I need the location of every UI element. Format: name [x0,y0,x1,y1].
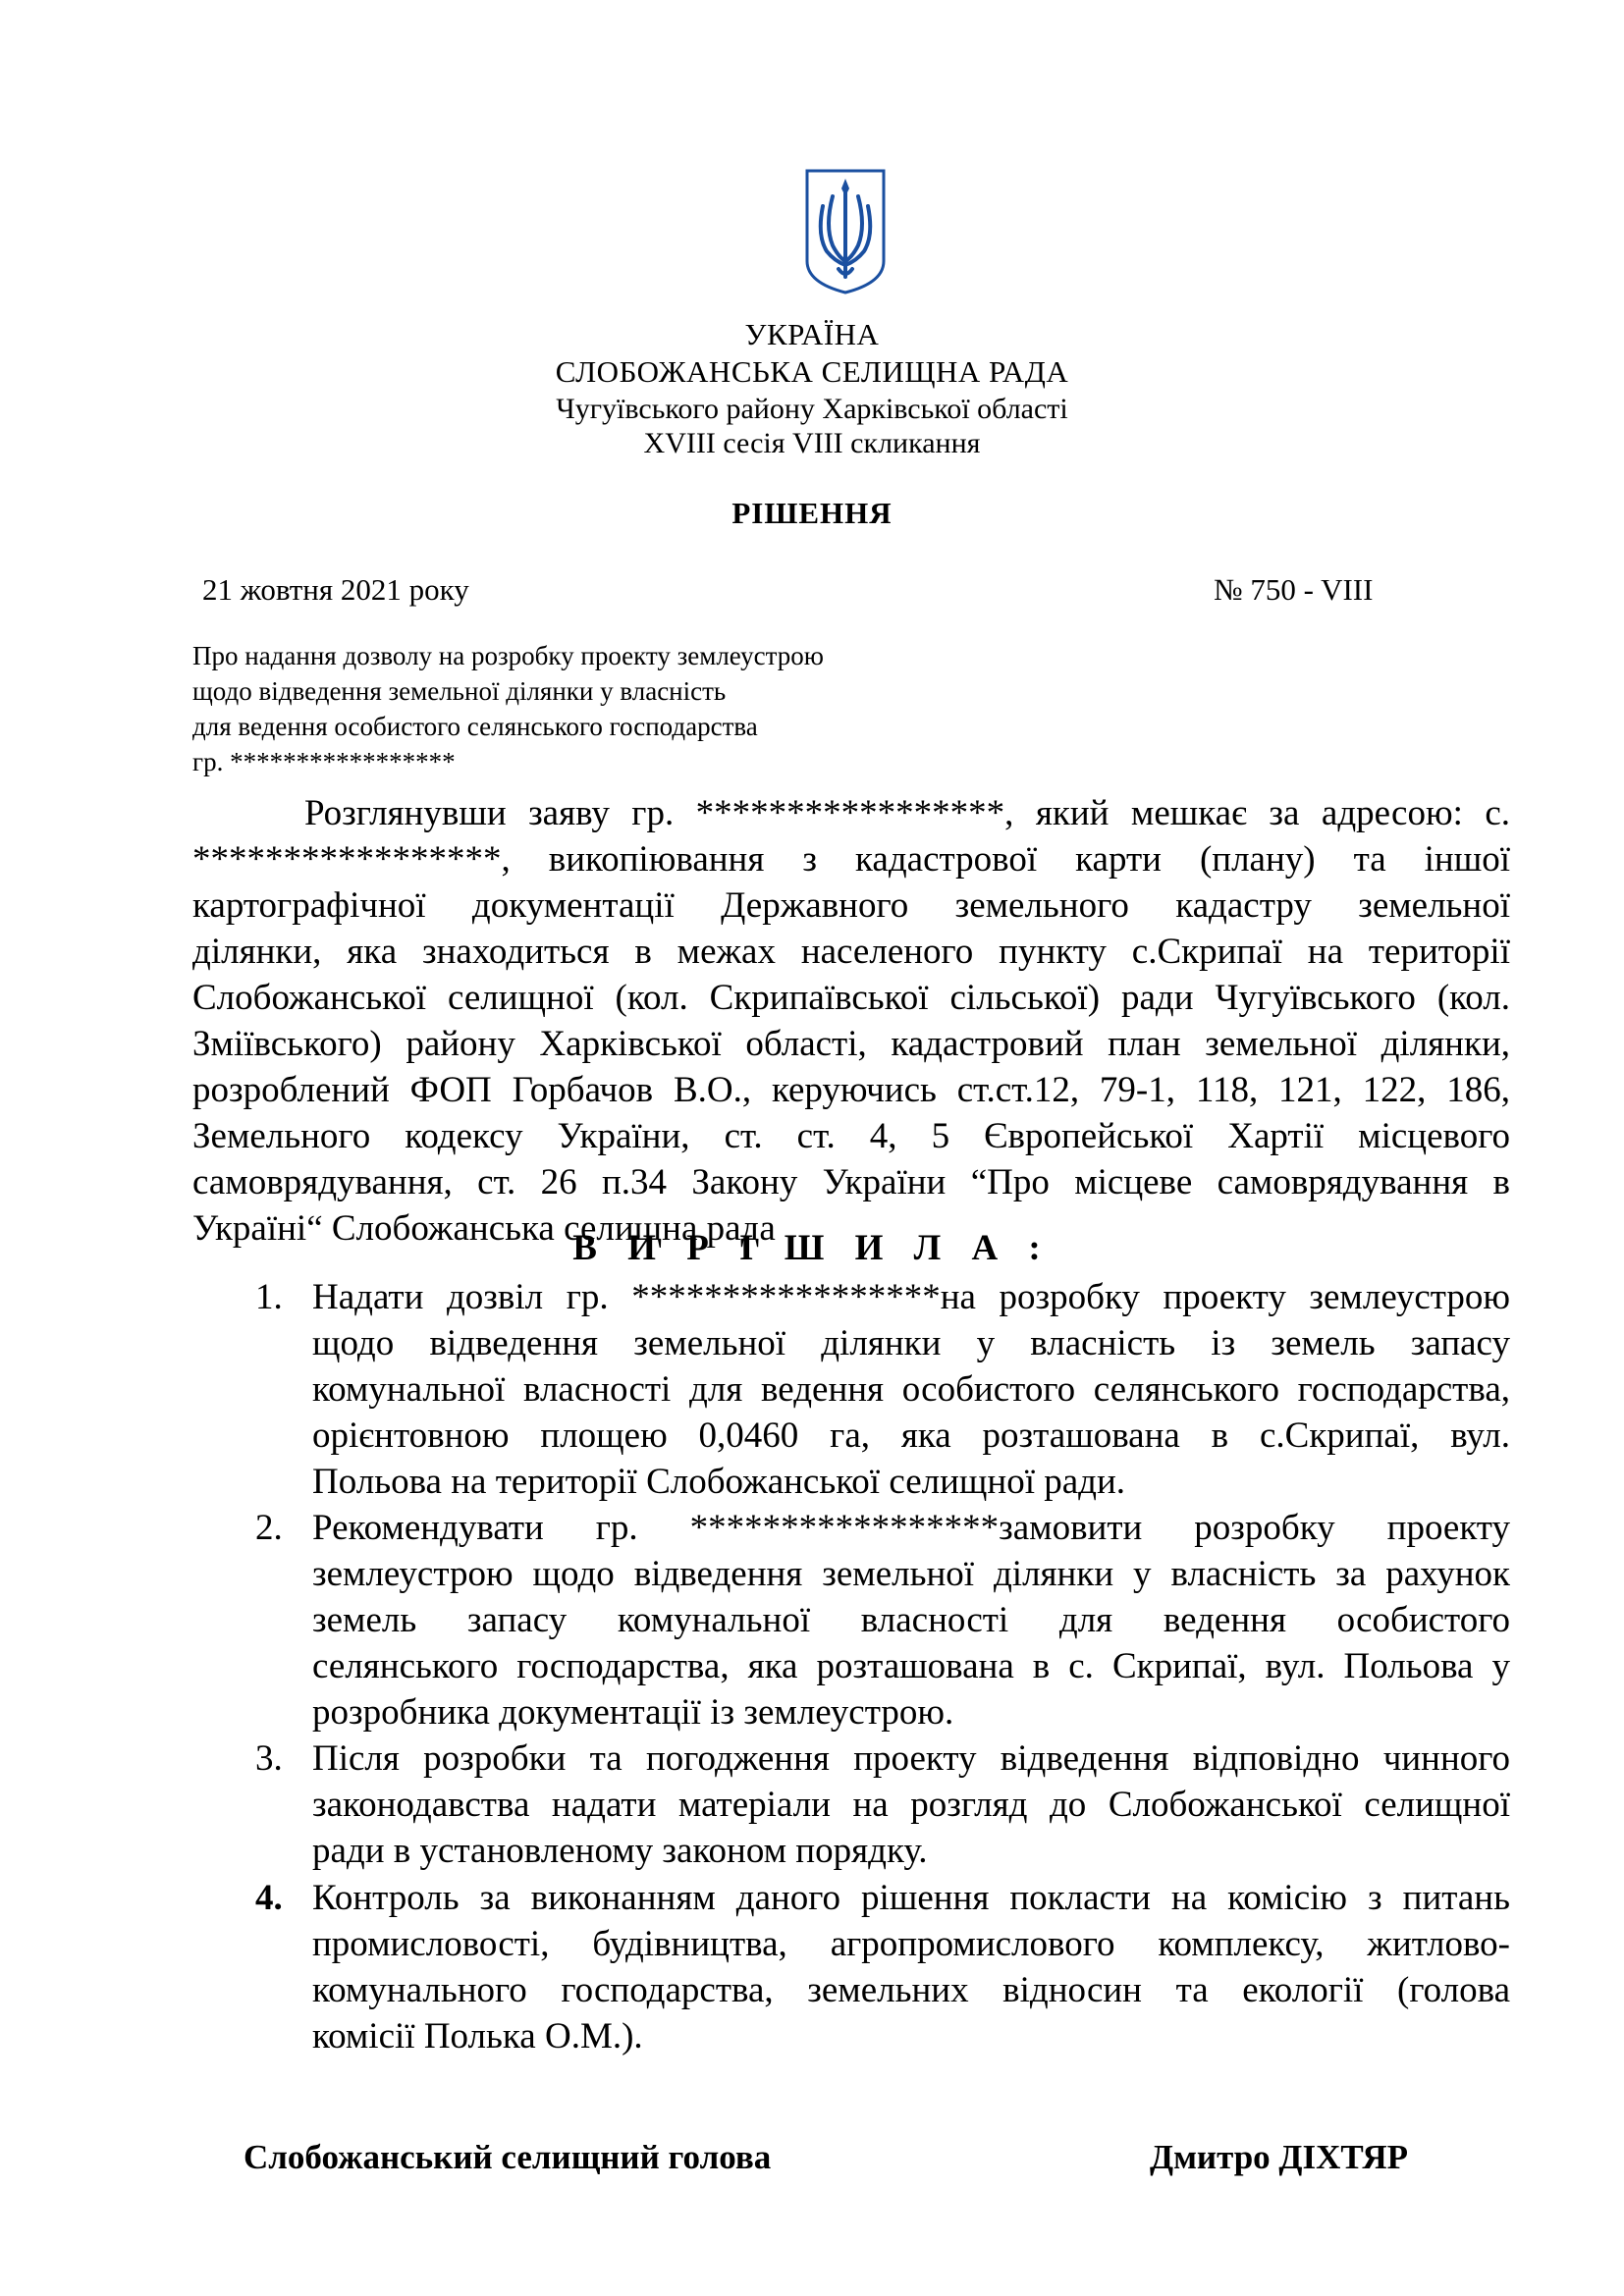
item-line: земель запасу комунальної власності для ведення особистого [312,1600,1510,1640]
item-number: 3. [255,1738,283,1779]
item-line: Після розробки та погодження проекту відведення відповідно чинного [312,1738,1510,1779]
header-district: Чугуївського району Харківської області [556,393,1068,425]
preamble-line: Розглянувши заяву гр. *****************, який мешкає за адресою: с. [304,793,1510,833]
preamble-line: Слобожанської селищної (кол. Скрипаївської сільської) ради Чугуївського (кол. [192,978,1510,1018]
header-session: XVIII сесія VIII скликання [643,427,981,459]
item-line: Надати дозвіл гр. *****************на розробку проекту землеустрою [312,1277,1510,1317]
signature-name: Дмитро ДІХТЯР [1150,2138,1409,2176]
item-line: ради в установленому законом порядку. [312,1831,928,1871]
item-line: Рекомендувати гр. *****************замовити розробку проекту [312,1508,1510,1548]
preamble-line: Зміївського) району Харківської області, кадастровий план земельної ділянки, [192,1024,1510,1064]
preamble-line: розроблений ФОП Горбачов В.О., керуючись ст.ст.12, 79-1, 118, 121, 122, 186, [192,1070,1510,1110]
item-line: комісії Полька О.М.). [312,2016,643,2056]
preamble-paragraph [192,790,1510,1252]
coat-of-arms-icon [803,167,888,294]
header-country: УКРАЇНА [744,317,880,351]
item-number: 1. [255,1277,283,1317]
item-line: комунальної власності для ведення особистого селянського господарства, [312,1369,1510,1410]
decision-date: 21 жовтня 2021 року [202,572,469,607]
item-line: щодо відведення земельної ділянки у власність із земель запасу [312,1323,1510,1363]
subject-line: для ведення особистого селянського господарства [192,712,758,741]
preamble-line: Земельного кодексу України, ст. ст. 4, 5 Європейської Хартії місцевого [192,1116,1510,1156]
item-line: Польова на території Слобожанської селищної ради. [312,1462,1126,1502]
subject-line: щодо відведення земельної ділянки у власність [192,676,727,706]
item-number: 4. [255,1878,283,1918]
subject-line: гр. ***************** [192,747,456,776]
preamble-line: самоврядування, ст. 26 п.34 Закону України “Про місцеве самоврядування в [192,1162,1510,1202]
preamble-line: ділянки, яка знаходиться в межах населеного пункту с.Скрипаї на території [192,932,1510,972]
document-title: РІШЕННЯ [731,496,893,530]
item-line: комунального господарства, земельних відносин та екології (голова [312,1970,1510,2010]
decision-number: № 750 - VIII [1214,572,1374,607]
item-line: селянського господарства, яка розташована в с. Скрипаї, вул. Польова у [312,1646,1510,1686]
item-line: землеустрою щодо відведення земельної ділянки у власність за рахунок [312,1554,1510,1594]
decision-subject [192,638,958,779]
preamble-line: Україні“ Слобожанська селищна рада [192,1208,776,1249]
item-line: законодавства надати матеріали на розгляд до Слобожанської селищної [312,1785,1510,1825]
decided-heading: В И Р І Ш И Л А : [572,1228,1052,1268]
item-line: розробника документації із землеустрою. [312,1692,954,1733]
preamble-line: картографічної документації Державного земельного кадастру земельної [192,885,1510,926]
signature-position: Слобожанський селищний голова [244,2138,772,2176]
item-line: орієнтовною площею 0,0460 га, яка розташована в с.Скрипаї, вул. [312,1415,1510,1456]
subject-line: Про надання дозволу на розробку проекту землеустрою [192,641,824,670]
item-line: промисловості, будівництва, агропромислового комплексу, житлово- [312,1924,1510,1964]
item-number: 2. [255,1508,283,1548]
item-line: Контроль за виконанням даного рішення покласти на комісію з питань [312,1878,1510,1918]
header-council: СЛОБОЖАНСЬКА СЕЛИЩНА РАДА [555,354,1069,389]
preamble-line: *****************, викопіювання з кадастрової карти (плану) та іншої [192,839,1510,880]
